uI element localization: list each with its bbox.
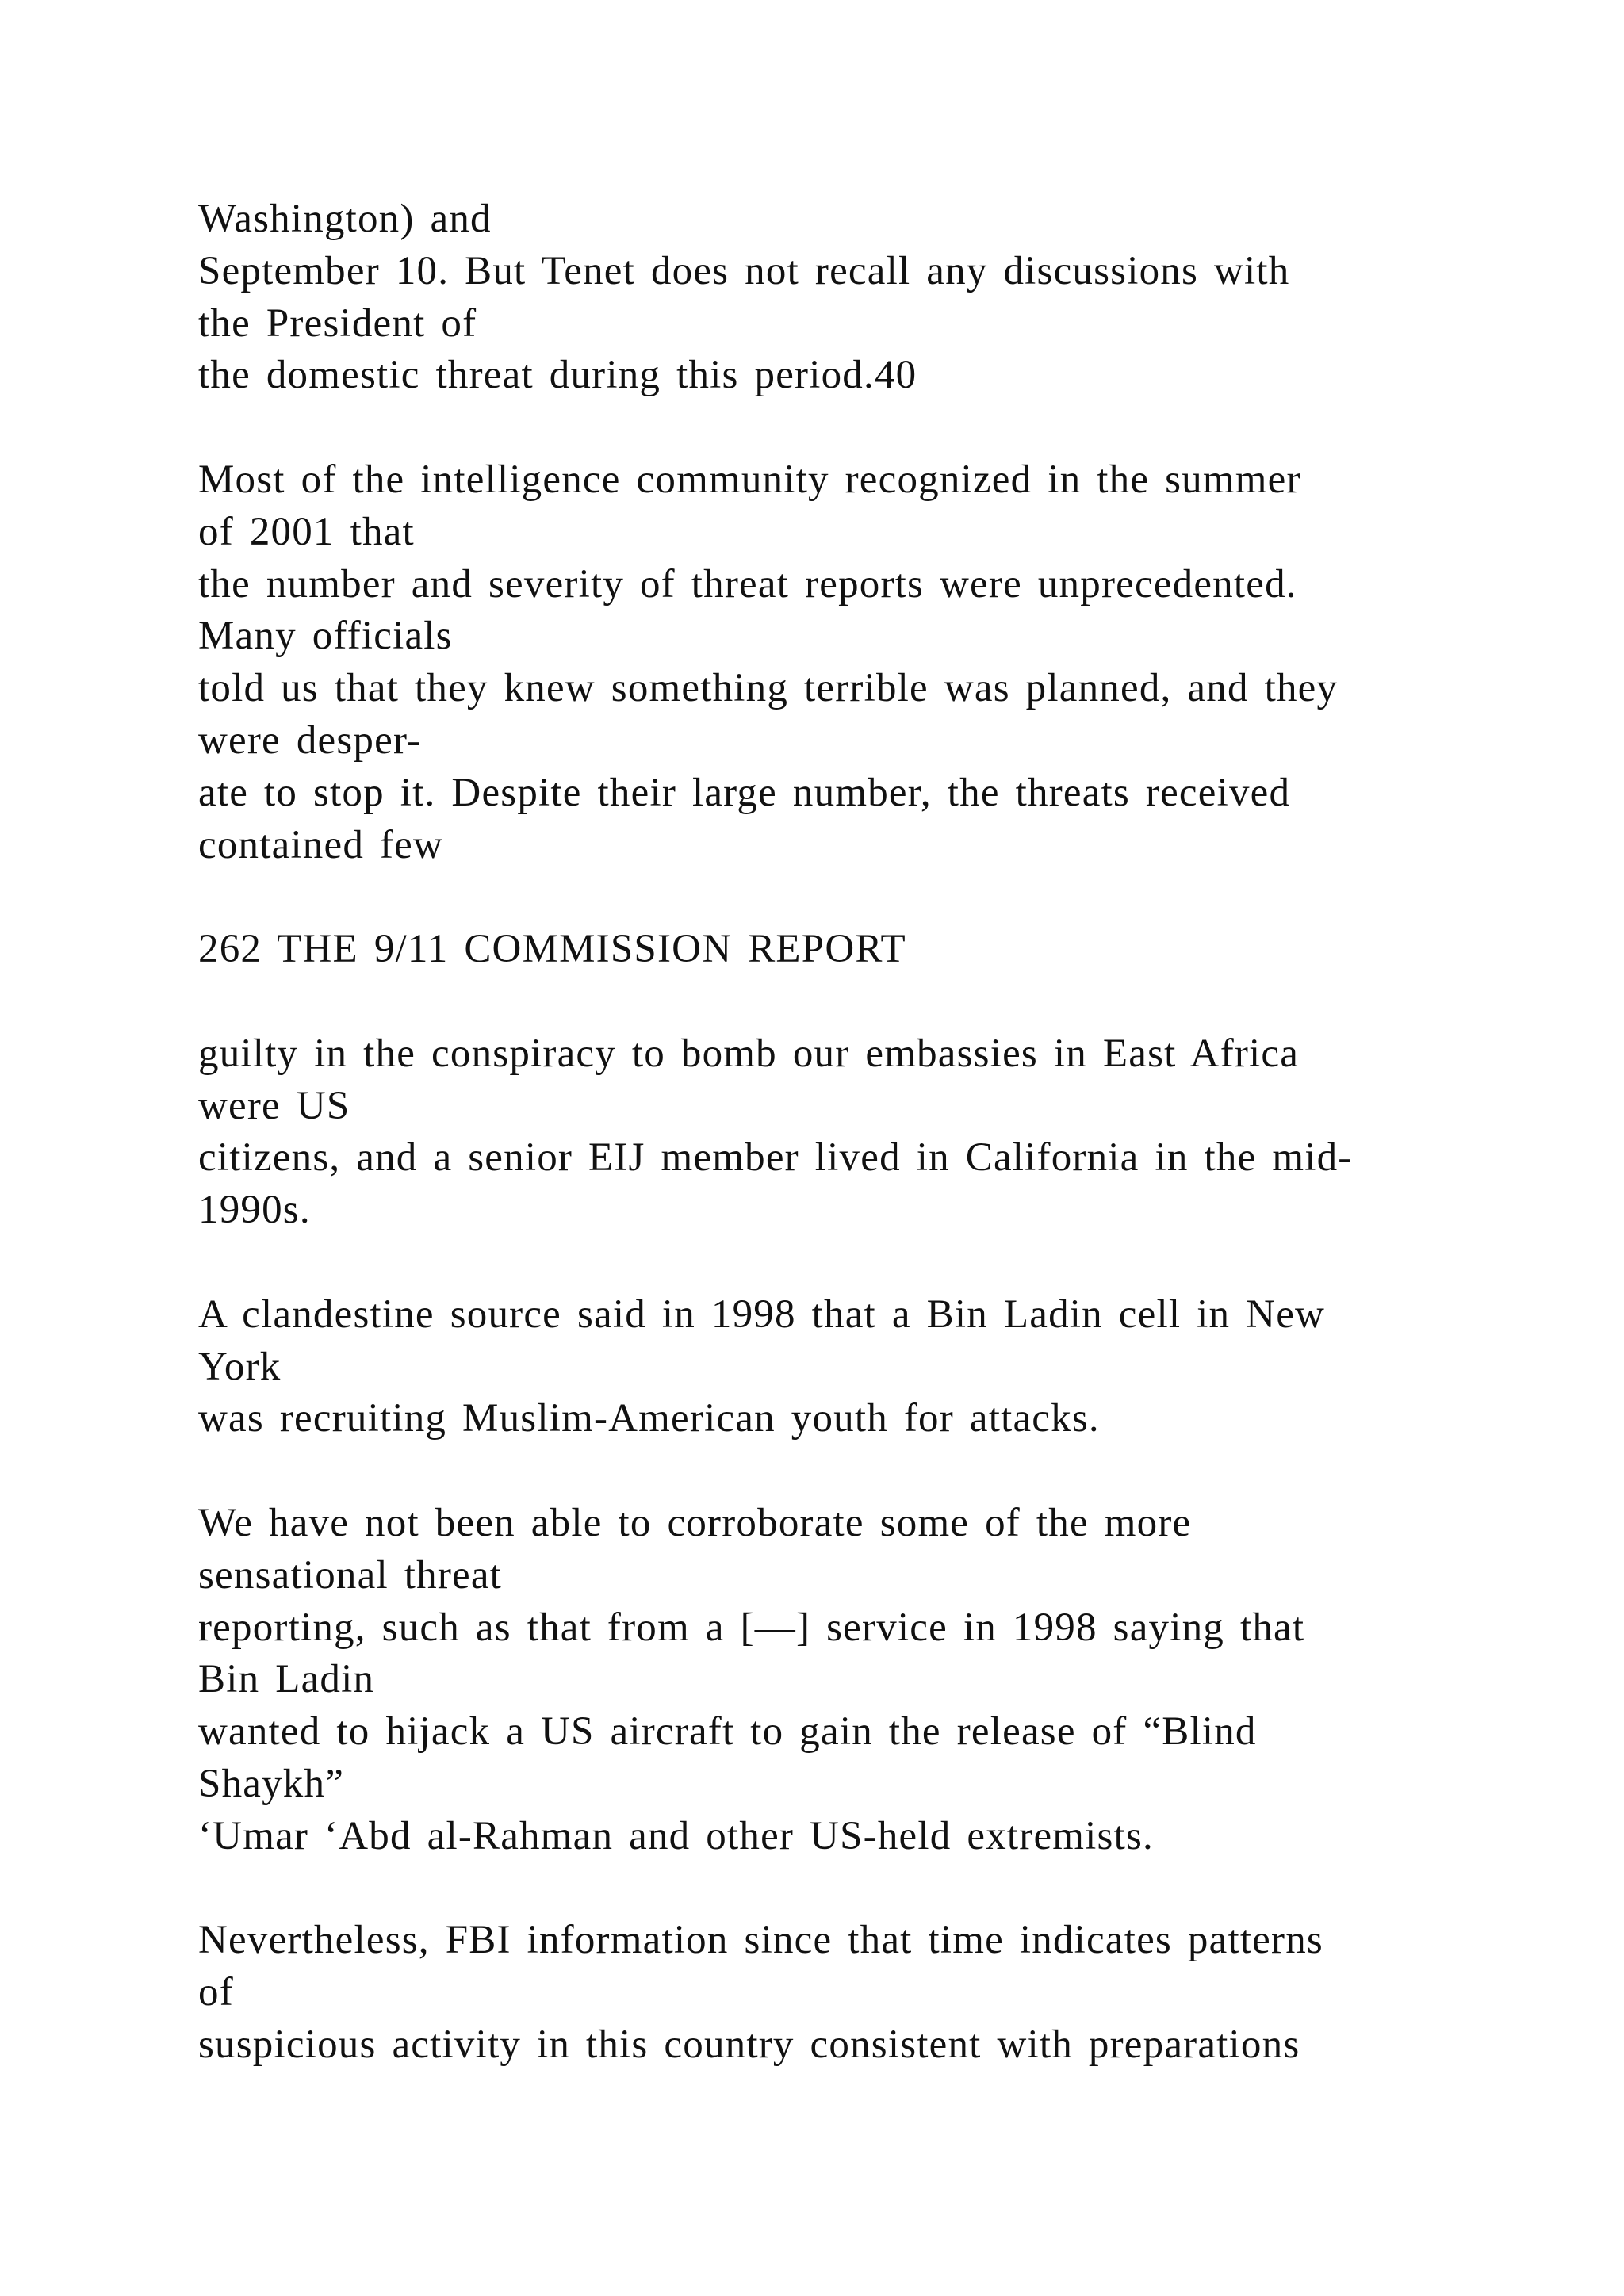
paragraph-5 [198,1498,1467,1863]
text-line: were desper- [198,718,422,763]
text-line: Washington) and [198,197,492,241]
document-page [198,193,1467,2123]
text-line: Most of the intelligence community recognized in the summer [198,457,1301,502]
text-line: was recruiting Muslim-American youth for attacks. [198,1396,1100,1441]
text-line: Nevertheless, FBI information since that time indicates patterns [198,1918,1323,1963]
paragraph-6 [198,1915,1467,2071]
text-line: wanted to hijack a US aircraft to gain the release of “Blind [198,1709,1257,1755]
page-header-text: 262 THE 9/11 COMMISSION REPORT [198,927,906,972]
paragraph-2 [198,454,1467,871]
text-line: suspicious activity in this country consistent with preparations [198,2022,1300,2067]
text-line: Bin Ladin [198,1657,375,1702]
text-line: sensational threat [198,1552,503,1598]
text-line: Many officials [198,614,453,659]
text-line: the number and severity of threat reports were unprecedented. [198,561,1297,607]
text-line: York [198,1344,282,1389]
text-line: guilty in the conspiracy to bomb our embassies in East Africa [198,1031,1300,1076]
text-line: of [198,1970,234,2015]
text-line: September 10. But Tenet does not recall any discussions with [198,248,1290,293]
paragraph-1 [198,193,1467,402]
paragraph-3 [198,1028,1467,1237]
running-header [198,924,1467,976]
text-line: of 2001 that [198,509,415,554]
text-line: contained few [198,822,444,867]
text-line: ate to stop it. Despite their large number, the threats received [198,770,1291,815]
text-line: 1990s. [198,1188,311,1233]
text-line: were US [198,1083,350,1128]
text-line: We have not been able to corroborate some of the more [198,1500,1192,1545]
text-line: the President of [198,300,477,346]
text-line: told us that they knew something terrible was planned, and they [198,666,1339,711]
paragraph-4 [198,1289,1467,1445]
text-line: the domestic threat during this period.40 [198,353,917,398]
text-line: A clandestine source said in 1998 that a Bin Ladin cell in New [198,1292,1326,1337]
text-line: citizens, and a senior EIJ member lived in California in the mid- [198,1135,1353,1181]
text-line: reporting, such as that from a [—] service in 1998 saying that [198,1605,1305,1650]
text-line: ‘Umar ‘Abd al-Rahman and other US-held extremists. [198,1813,1154,1858]
text-line: Shaykh” [198,1761,345,1806]
